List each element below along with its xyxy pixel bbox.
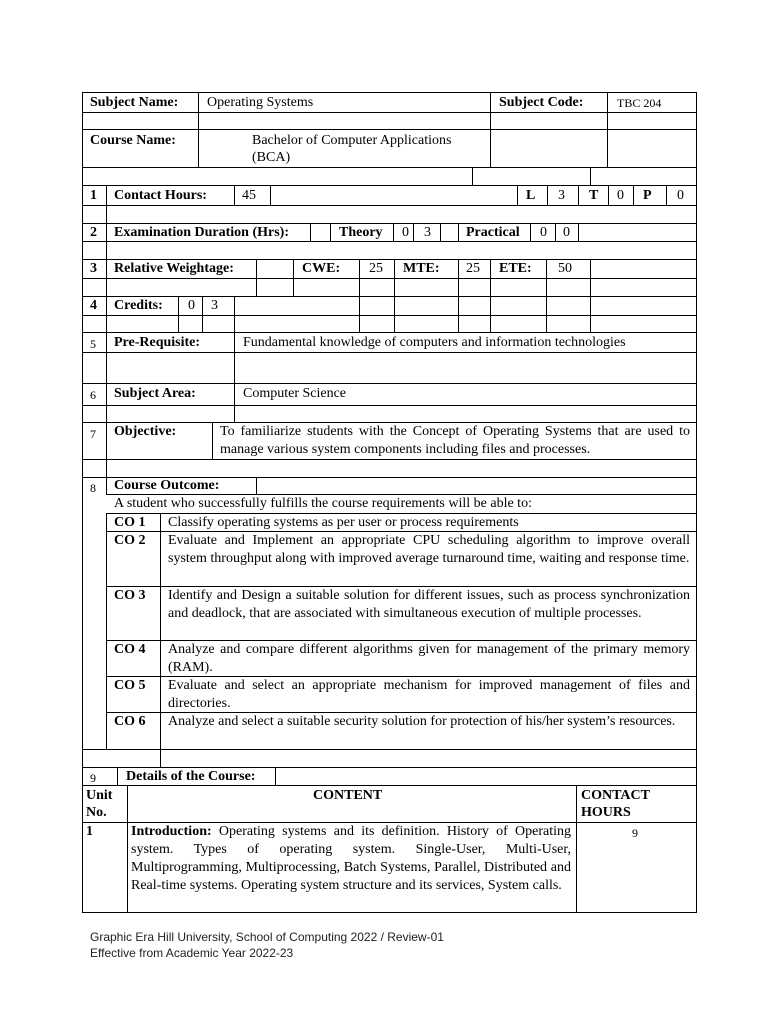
footer-line2: Effective from Academic Year 2022-23 xyxy=(90,946,294,960)
objective-text: To familiarize students with the Concept of Operating Systems that are used to manage various system components including files and processes. xyxy=(220,424,690,457)
co-code: CO 5 xyxy=(114,678,146,693)
unit-header-line2: No. xyxy=(86,805,107,820)
row-number: 1 xyxy=(90,188,97,203)
row-number: 8 xyxy=(90,481,96,495)
theory-digit-1: 0 xyxy=(402,225,409,240)
co-code: CO 6 xyxy=(114,714,146,729)
contact-hours-label: Contact Hours: xyxy=(114,188,207,203)
prerequisite-value: Fundamental knowledge of computers and information technologies xyxy=(243,335,626,350)
ete-label: ETE: xyxy=(499,261,532,276)
course-name-line2: (BCA) xyxy=(252,150,291,165)
subject-area-label: Subject Area: xyxy=(114,386,196,401)
co-code: CO 2 xyxy=(114,533,146,548)
objective-label: Objective: xyxy=(114,424,177,439)
mte-label: MTE: xyxy=(403,261,440,276)
row-number: 4 xyxy=(90,298,97,313)
practical-label: P xyxy=(643,188,652,203)
subject-name-label: Subject Name: xyxy=(90,95,179,110)
cwe-label: CWE: xyxy=(302,261,341,276)
row-number: 3 xyxy=(90,261,97,276)
lecture-label: L xyxy=(526,188,536,203)
practical-value: 0 xyxy=(677,188,684,203)
unit-hours: 9 xyxy=(632,826,638,840)
unit-body: Operating systems and its definition. History of Operating system. Types of operating system. Single-User, Multi-User, Multiprogramming, Multiprocessing, Batch Systems, Parallel, Distributed and Real-time systems. Operating system structure and its services, System calls. xyxy=(131,824,571,893)
theory-label: Theory xyxy=(339,225,383,240)
contact-hours-header-line1: CONTACT xyxy=(581,788,650,803)
credits-digit-1: 0 xyxy=(188,298,195,313)
footer-line1: Graphic Era Hill University, School of Computing 2022 / Review-01 xyxy=(90,930,444,944)
subject-name-value: Operating Systems xyxy=(207,95,314,110)
credits-label: Credits: xyxy=(114,298,163,313)
credits-digit-2: 3 xyxy=(211,298,218,313)
co-text: Analyze and select a suitable security solution for protection of his/her system’s resources. xyxy=(168,714,676,729)
subject-code-value: TBC 204 xyxy=(617,96,662,110)
row-number: 9 xyxy=(90,771,96,785)
practical-digit-1: 0 xyxy=(540,225,547,240)
tutorial-value: 0 xyxy=(617,188,624,203)
co-text: Evaluate and Implement an appropriate CPU scheduling algorithm to improve overall system throughput along with improved average turnaround time, waiting and response time. xyxy=(168,533,690,566)
course-name-line1: Bachelor of Computer Applications xyxy=(252,133,452,148)
practical-digit-2: 0 xyxy=(563,225,570,240)
row-number: 2 xyxy=(90,225,97,240)
co-text: Identify and Design a suitable solution for different issues, such as process synchronization and deadlock, that are associated with simultaneous execution of multiple processes. xyxy=(168,588,690,621)
mte-value: 25 xyxy=(466,261,480,276)
contact-hours-value: 45 xyxy=(242,188,256,203)
prerequisite-label: Pre-Requisite: xyxy=(114,335,201,350)
theory-digit-2: 3 xyxy=(424,225,431,240)
cwe-value: 25 xyxy=(369,261,383,276)
row-number: 6 xyxy=(90,388,96,402)
practical-duration-label: Practical xyxy=(466,225,520,240)
subject-code-label: Subject Code: xyxy=(499,95,584,110)
course-outcome-intro: A student who successfully fulfills the course requirements will be able to: xyxy=(114,496,532,511)
co-text: Analyze and compare different algorithms given for management of the primary memory (RAM). xyxy=(168,642,690,675)
co-code: CO 1 xyxy=(114,515,146,530)
ete-value: 50 xyxy=(558,261,572,276)
content-header: CONTENT xyxy=(313,788,383,803)
course-outcome-label: Course Outcome: xyxy=(114,478,220,493)
co-text: Evaluate and select an appropriate mechanism for improved management of files and directories. xyxy=(168,678,690,711)
unit-number: 1 xyxy=(86,824,93,839)
contact-hours-header-line2: HOURS xyxy=(581,805,631,820)
co-text: Classify operating systems as per user or process requirements xyxy=(168,515,519,530)
subject-area-value: Computer Science xyxy=(243,386,347,401)
co-code: CO 3 xyxy=(114,588,146,603)
unit-header-line1: Unit xyxy=(86,788,113,803)
relative-weightage-label: Relative Weightage: xyxy=(114,261,234,276)
lecture-value: 3 xyxy=(558,188,565,203)
course-name-label: Course Name: xyxy=(90,133,176,148)
course-details-label: Details of the Course: xyxy=(126,769,256,784)
unit-title: Introduction: xyxy=(131,824,212,839)
row-number: 7 xyxy=(90,427,96,441)
unit-content xyxy=(131,823,571,895)
row-number: 5 xyxy=(90,337,96,351)
tutorial-label: T xyxy=(589,188,599,203)
co-code: CO 4 xyxy=(114,642,146,657)
exam-duration-label: Examination Duration (Hrs): xyxy=(114,225,289,240)
